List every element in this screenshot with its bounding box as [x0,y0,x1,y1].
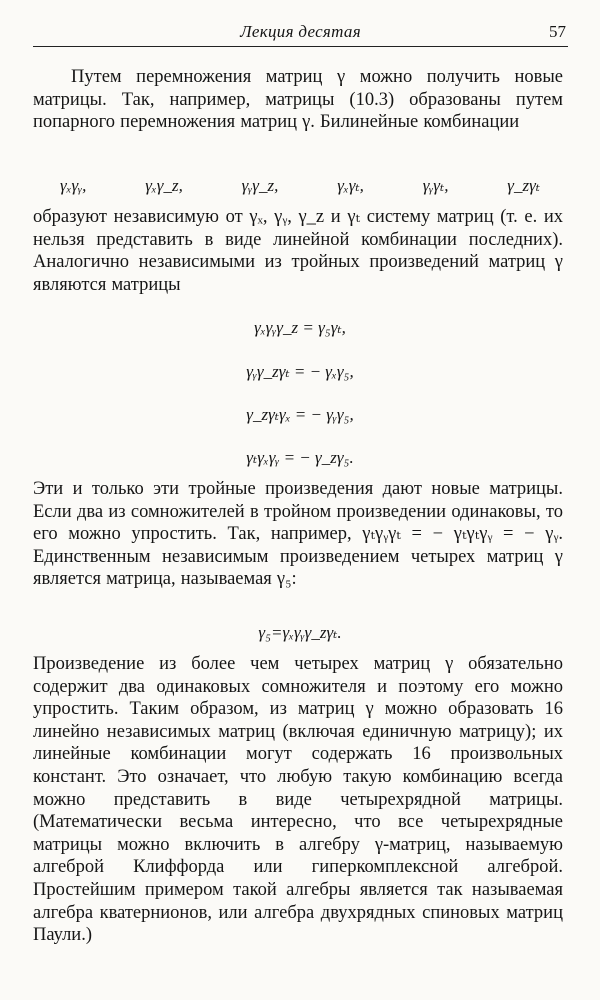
bilinear-term: γₓγ_z, [145,176,183,195]
triple-product-4: γₜγₓγᵧ = − γ_zγ₅. [246,448,354,467]
paragraph-text: образуют независимую от γₓ, γᵧ, γ_z и γₜ систему матриц (т. е. их нельзя представить в виде линейной комбинации последних). Аналогично независимыми из тройных произведений матриц γ являются матрицы [33,207,563,295]
paragraph-2 [33,206,563,296]
running-title: Лекция десятая [240,22,361,41]
triple-product-1: γₓγᵧγ_z = γ₅γₜ, [254,318,346,337]
page-number: 57 [549,22,566,41]
paragraph-text: Эти и только эти тройные произведения дают новые матрицы. Если два из сомножителей в тройном произведении одинаковы, то его можно упростить. Так, например, γₜγᵧγₜ = − γₜγₜγᵧ = − γᵧ. Единственным независимым произведением четырех матриц γ является матрица, называемая γ₅: [33,479,563,590]
bilinear-combinations [60,176,540,196]
bilinear-term: γ_zγₜ [507,176,540,195]
running-head [33,22,568,47]
gamma5-definition: γ₅=γₓγᵧγ_zγₜ. [258,623,342,642]
bilinear-term: γᵧγₜ, [422,176,449,195]
triple-product-3: γ_zγₜγₓ = − γᵧγ₅, [246,405,354,424]
paragraph-text: Произведение из более чем четырех матриц γ обязательно содержит два одинаковых сомножителя и поэтому его можно упростить. Таким образом, из матриц γ можно образовать 16 линейно независимых матриц (включая единичную матрицу); их линейные комбинации могут содержать 16 произвольных констант. Это означает, что любую такую комбинацию всегда можно представить в виде четырехрядной матрицы. (Математически весьма интересно, что все четырехрядные матрицы можно включить в алгебру γ-матриц, называемую алгеброй Клиффорда или гиперкомплексной алгеброй. Простейшим примером такой алгебры является так называемая алгебра кватернионов, или алгебра двухрядных спиновых матриц Паули.) [33,654,563,946]
bilinear-term: γₓγₜ, [337,176,364,195]
paragraph-text: Путем перемножения матриц γ можно получить новые матрицы. Так, например, матрицы (10.3) образованы путем попарного перемножения матриц γ. Билинейные комбинации [33,67,563,133]
paragraph-1 [33,66,563,134]
triple-product-2: γᵧγ_zγₜ = − γₓγ₅, [246,362,354,381]
paragraph-4 [33,653,563,947]
bilinear-term: γₓγᵧ, [60,176,87,195]
paragraph-3 [33,478,563,591]
bilinear-term: γᵧγ_z, [241,176,279,195]
